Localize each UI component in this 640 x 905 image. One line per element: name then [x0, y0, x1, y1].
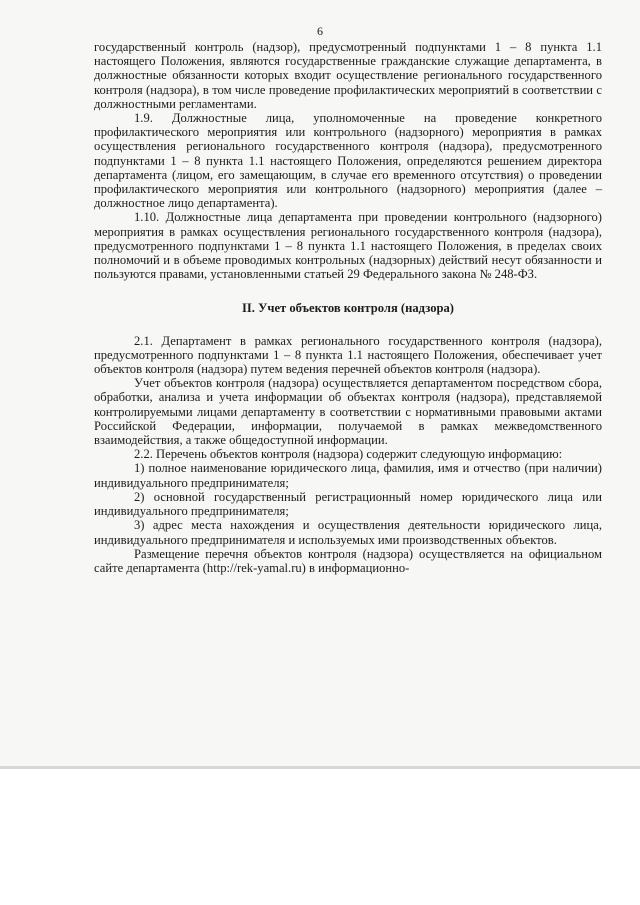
- paragraph-1-9: 1.9. Должностные лица, уполномоченные на проведение конкретного профилактического мероприятия или контрольного (надзорного) мероприятия в рамках осуществления регионального государственного контроля (надзора), предусмотренного подпунктами 1 – 8 пункта 1.1 настоящего Положения, определяются решением директора департамента (лицом, его замещающим, в случае его временного отсутствия) о проведении профилактического мероприятия или контрольного (надзорного) мероприятия (далее – должностное лицо департамента).: [94, 111, 602, 211]
- paragraph-2-2: 2.2. Перечень объектов контроля (надзора) содержит следующую информацию:: [134, 447, 563, 462]
- paragraph-continuation: государственный контроль (надзор), предусмотренный подпунктами 1 – 8 пункта 1.1 настоящего Положения, являются государственные гражданские служащие департамента, в должностные обязанности которых входит осуществление регионального государственного контроля (надзора), в том числе проведение профилактических мероприятий в соответствии с должностными регламентами.: [94, 40, 602, 111]
- list-item-2: 2) основной государственный регистрационный номер юридического лица или индивидуального предпринимателя;: [94, 489, 602, 519]
- list-item-3: 3) адрес места нахождения и осуществления деятельности юридического лица, индивидуального предпринимателя и используемых ими производственных объектов.: [94, 518, 602, 547]
- paragraph-2-1: 2.1. Департамент в рамках регионального государственного контроля (надзора), предусмотренного подпунктами 1 – 8 пункта 1.1 настоящего Положения, обеспечивает учет объектов контроля (надзора) путем ведения перечней объектов контроля (надзора).: [94, 333, 602, 377]
- paragraph-1-10: 1.10. Должностные лица департамента при проведении контрольного (надзорного) мероприятия в рамках осуществления регионального государственного контроля (надзора), предусмотренного подпунктами 1 – 8 пункта 1.1 настоящего Положения, в пределах своих полномочий и в объеме проводимых контрольных (надзорных) действий несут обязанности и пользуются правами, установленными статьей 29 Федерального закона № 248-ФЗ.: [94, 210, 602, 282]
- scan-edge: [0, 766, 640, 769]
- document-body: [94, 40, 602, 575]
- paragraph-placement: Размещение перечня объектов контроля (надзора) осуществляется на официальном сайте департамента (http://rek-yamal.ru) в информационно-: [94, 546, 602, 575]
- paragraph-accounting: Учет объектов контроля (надзора) осуществляется департаментом посредством сбора, обработки, анализа и учета информации об объектах контроля (надзора), представляемой контролируемыми лицами департаменту в соответствии с нормативными правовыми актами Российской Федерации, информации, получаемой в рамках межведомственного взаимодействия, а также общедоступной информации.: [94, 376, 602, 448]
- list-item-1: 1) полное наименование юридического лица, фамилия, имя и отчество (при наличии) индивидуального предпринимателя;: [94, 461, 602, 490]
- section-heading: II. Учет объектов контроля (надзора): [242, 301, 454, 316]
- page-number: 6: [317, 24, 323, 38]
